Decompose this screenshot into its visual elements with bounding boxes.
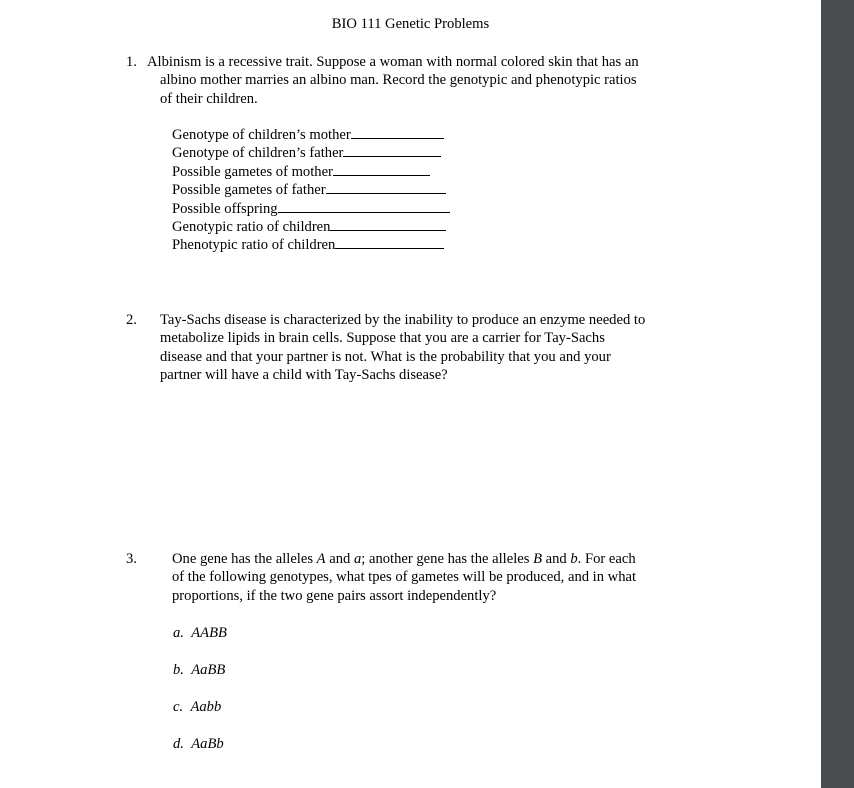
answer-blank[interactable] [343,144,441,157]
question-3-option-b [173,661,225,679]
allele-symbol: a [353,551,362,567]
viewer-background [821,0,854,788]
question-2-line: disease and that your partner is not. What is the probability that you and your [160,348,611,365]
text-run: One gene has the alleles [172,551,317,567]
question-3-line: proportions, if the two gene pairs assort independently? [172,587,497,604]
question-3-line: of the following genotypes, what tpes of gametes will be produced, and in what [172,569,637,586]
question-1-answer-fields [172,126,450,255]
question-3-line [172,550,636,568]
question-2-line: metabolize lipids in brain cells. Suppose that you are a carrier for Tay-Sachs [160,330,605,347]
answer-field-father-genotype[interactable] [172,144,450,162]
question-1-number: 1. [126,54,137,70]
answer-field-father-gametes[interactable] [172,181,450,199]
field-label: Genotype of children’s father [172,145,344,162]
allele-symbol: b [570,551,578,567]
allele-symbol: A [316,551,326,567]
answer-blank[interactable] [335,236,444,249]
question-3-option-a [173,624,227,642]
option-letter: b. [173,662,184,678]
field-label: Possible offspring [172,200,278,217]
text-run: and [325,551,354,567]
option-letter: d. [173,736,184,752]
answer-blank[interactable] [278,200,450,213]
option-letter: a. [173,625,184,641]
question-2-line: Tay-Sachs disease is characterized by the inability to produce an enzyme needed to [160,312,646,328]
answer-field-offspring[interactable] [172,200,450,218]
option-genotype: AABB [191,625,227,641]
answer-blank[interactable] [326,181,446,194]
question-1-line: of their children. [160,90,258,107]
option-genotype: AaBB [191,662,226,678]
question-3-option-c [173,698,221,716]
question-2-number: 2. [126,312,137,328]
question-1-text [147,53,639,108]
field-label: Possible gametes of father [172,182,326,199]
question-1-line: Albinism is a recessive trait. Suppose a woman with normal colored skin that has an [147,54,639,70]
field-label: Genotypic ratio of children [172,218,331,235]
answer-blank[interactable] [330,218,446,231]
answer-field-phenotypic-ratio[interactable] [172,236,450,254]
option-letter: c. [173,699,184,715]
question-3-number: 3. [126,551,137,567]
allele-symbol: B [533,551,542,567]
question-1-line: albino mother marries an albino man. Record the genotypic and phenotypic ratios [160,72,637,89]
question-2-text [160,311,645,385]
question-3-option-d [173,735,224,753]
answer-blank[interactable] [333,163,430,176]
answer-field-genotypic-ratio[interactable] [172,218,450,236]
text-run: . For each [577,551,636,567]
text-run: and [542,551,571,567]
field-label: Phenotypic ratio of children [172,237,336,254]
answer-field-mother-gametes[interactable] [172,163,450,181]
field-label: Possible gametes of mother [172,163,333,180]
option-genotype: AaBb [191,736,224,752]
text-run: ; another gene has the alleles [361,551,534,567]
answer-blank[interactable] [351,126,444,139]
question-3-text [172,550,636,605]
document-title: BIO 111 Genetic Problems [331,16,490,32]
question-2-line: partner will have a child with Tay-Sachs disease? [160,367,448,384]
field-label: Genotype of children’s mother [172,127,351,143]
option-genotype: Aabb [190,699,222,715]
answer-field-mother-genotype[interactable] [172,126,450,144]
